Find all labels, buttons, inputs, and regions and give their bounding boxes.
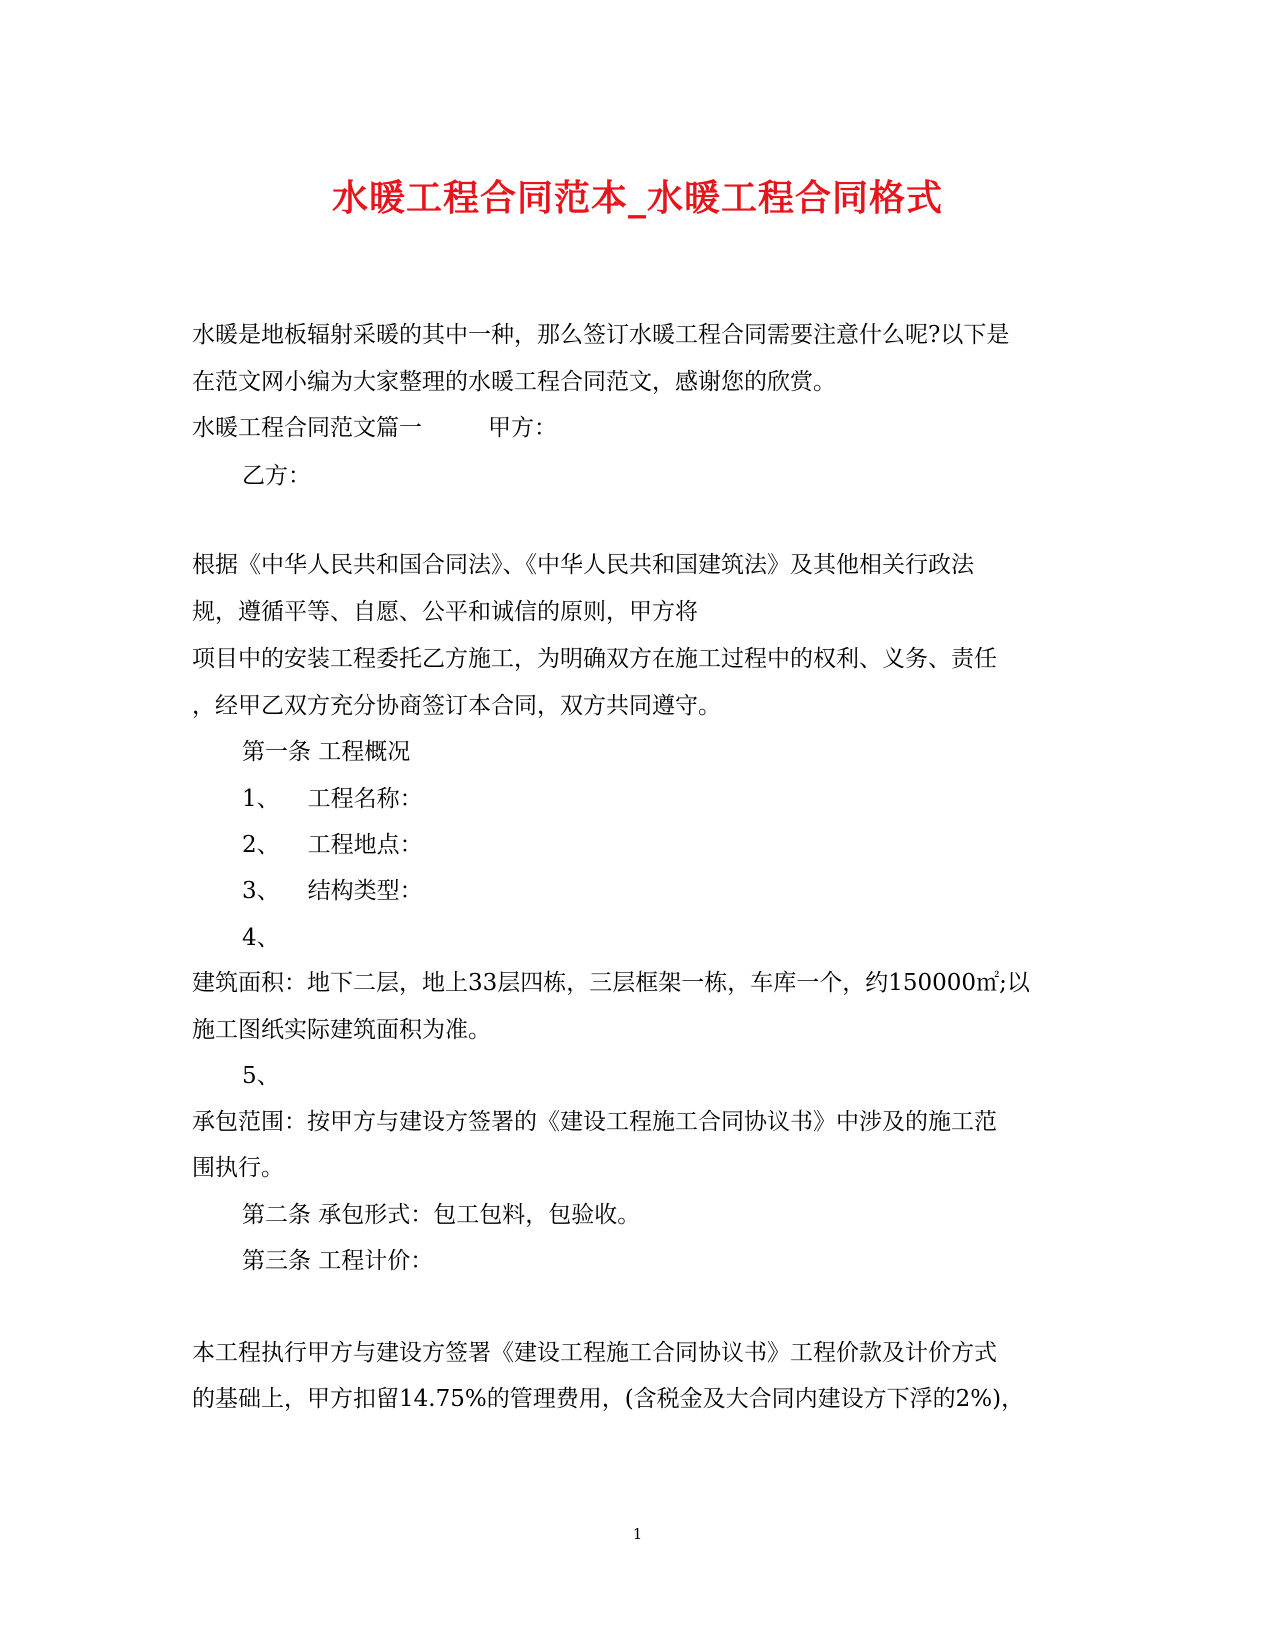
page-number: 1 — [632, 1525, 643, 1543]
item-number: 3、 — [242, 878, 280, 904]
item-text: 工程名称： — [307, 786, 423, 812]
article-2: 第二条 承包形式：包工包料，包验收。 — [242, 1202, 641, 1228]
section-heading-row — [192, 413, 557, 443]
party-b-label: 乙方： — [242, 463, 311, 489]
document-title: 水暖工程合同范本_水暖工程合同格式 — [331, 177, 943, 219]
pricing-line-2: 的基础上，甲方扣留14.75%的管理费用，(含税金及大合同内建设方下浮的2%)， — [192, 1386, 1025, 1412]
item-number: 1、 — [242, 786, 280, 812]
basis-line-2: 规，遵循平等、自愿、公平和诚信的原则，甲方将 — [192, 599, 698, 625]
pricing-line-1: 本工程执行甲方与建设方签署《建设工程施工合同协议书》工程价款及计价方式 — [192, 1340, 997, 1366]
article-1-heading: 第一条 工程概况 — [242, 739, 411, 765]
item-text: 结构类型： — [307, 878, 423, 904]
basis-line-3: 项目中的安装工程委托乙方施工，为明确双方在施工过程中的权利、义务、责任 — [192, 646, 997, 672]
section-heading: 水暖工程合同范文篇一 — [192, 415, 422, 441]
basis-line-1: 根据《中华人民共和国合同法》、《中华人民共和国建筑法》及其他相关行政法 — [192, 552, 974, 578]
item-5-number: 5、 — [242, 1063, 280, 1089]
item-text: 工程地点： — [307, 832, 423, 858]
intro-line-1: 水暖是地板辐射采暖的其中一种，那么签订水暖工程合同需要注意什么呢?以下是 — [192, 322, 1010, 348]
item-5-line-1: 承包范围：按甲方与建设方签署的《建设工程施工合同协议书》中涉及的施工范 — [192, 1109, 997, 1135]
article-3-heading: 第三条 工程计价： — [242, 1248, 434, 1274]
list-item — [242, 830, 423, 860]
basis-line-4: ，经甲乙双方充分协商签订本合同，双方共同遵守。 — [192, 693, 721, 719]
item-4-line-1: 建筑面积：地下二层，地上33层四栋，三层框架一栋，车库一个，约150000㎡;以 — [192, 970, 1030, 996]
item-4-number: 4、 — [242, 925, 280, 951]
item-number: 2、 — [242, 832, 280, 858]
item-5-line-2: 围执行。 — [192, 1155, 284, 1181]
party-a-label: 甲方： — [488, 415, 557, 441]
intro-line-2: 在范文网小编为大家整理的水暖工程合同范文，感谢您的欣赏。 — [192, 369, 836, 395]
list-item — [242, 876, 423, 906]
item-4-line-2: 施工图纸实际建筑面积为准。 — [192, 1017, 491, 1043]
list-item — [242, 784, 423, 814]
